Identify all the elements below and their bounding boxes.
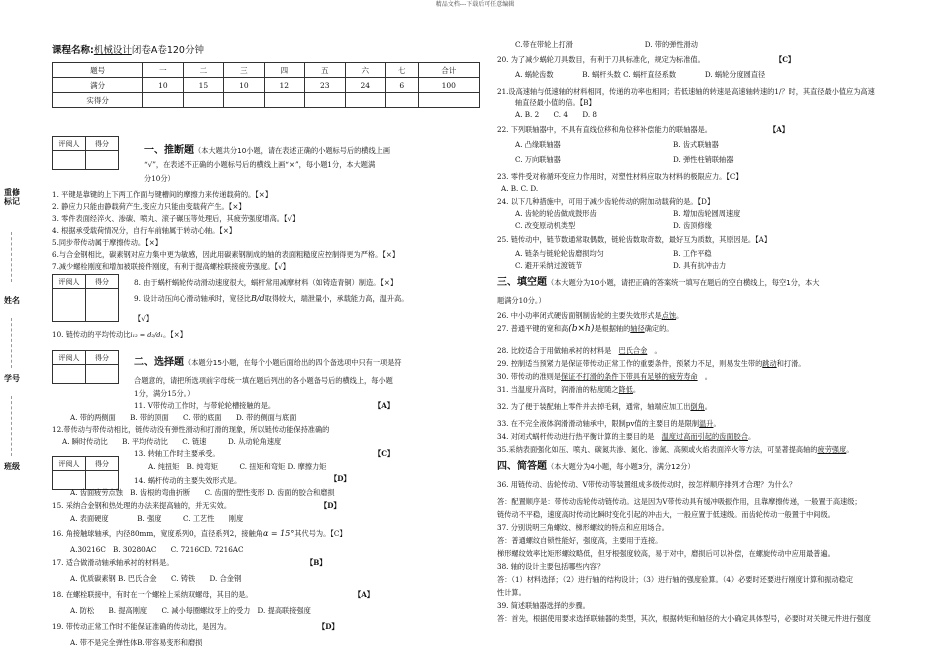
side-label-student-id: 学号 [4, 374, 20, 383]
question-item: 23. 零件受对称循环变应力作用时，对塑性材料应取为材料的极限应力。【C】 [497, 172, 743, 181]
question-answer: 【D】 [330, 474, 351, 483]
question-options: A. 防松 B. 提高刚度 C. 减小每圈螺纹牙上的受力 D. 提高联接强度 [70, 606, 311, 615]
grader-box: 评阅人 得分 [52, 456, 119, 490]
question-item: 11. V带传动工作时，与带轮轮槽接触的是。 [134, 401, 276, 410]
question-item: 32. 为了便于装配轴上零件并去掉毛刺，通常，轴端应加工出倒角。 [497, 402, 712, 411]
question-item: 10. 链传动的平均传动比i₁₂ = d₂/d₁。【×】 [52, 330, 187, 339]
score-table [52, 62, 480, 108]
question-item: 20. 为了减少蜗轮刀具数目，有利于刀具标准化，规定为标准值。 [497, 55, 705, 64]
question-options: A. B. 2 C. 4 D. 8 [515, 110, 597, 119]
table-row: 满分 10 15 10 12 23 24 6 100 [53, 78, 480, 93]
question-option: C. 避开采纳过渡链节 [515, 261, 583, 270]
question-item: 21.设高速轴与低速轴的材料相同，传递的功率也相同；若低速轴的转速是高速轴转速的1/？时，其直径最小值应为高速 [497, 87, 875, 96]
question-item: 28. 比较适合于用做轴承衬的材料是 巴氏合金 。 [497, 346, 662, 355]
course-title: 课程名称:机械设计闭卷A卷120分钟 [52, 45, 204, 56]
question-option: D. 具有抗冲击力 [673, 261, 727, 270]
answer-text: 链传动不平稳，速度高时传动比瞬时变化引起的冲击大，一般应置于低速级。而齿轮传动一般置于中间级。 [497, 510, 835, 519]
question-item: 33. 在不完全液体润滑滑动轴承中，限制pv值的主要目的是限制温升。 [497, 419, 721, 428]
question-item: 39. 简述联轴器选择的步骤。 [497, 601, 590, 610]
question-answer: 【C】 [775, 55, 796, 64]
question-item: 12.带传动与带传动相比，链传动没有弹性滑动和打滑的现象，所以链传动能保持准确的 [52, 425, 330, 434]
question-options: A.30216C B. 30280AC C. 7216CD. 7216AC [70, 545, 244, 554]
question-item: 26. 中小功率闭式硬齿面钢制齿轮的主要失效形式是点蚀。 [497, 311, 684, 320]
question-item: 24. 以下几种措施中，可用于减少齿轮传动的附加动载荷的是。【D】 [497, 197, 715, 206]
question-item: 34. 对闭式蜗杆传动进行热平衡计算的主要目的是 温度过高而引起的齿面胶合。 [497, 432, 756, 441]
question-item: 31. 当温度升高时，润滑油的粘度随之降低。 [497, 385, 641, 394]
question-item: 30. 带传动的准则是保证不打滑的条件下带具有足够的疲劳寿命 。 [497, 372, 712, 381]
grader-box: 评阅人 得分 [52, 350, 119, 384]
question-options: A. 蜗轮齿数 B. 蜗杆头数 C. 蜗杆直径系数 D. 蜗轮分度圆直径 [515, 70, 766, 79]
question-answer: 【D】 [320, 501, 341, 510]
section-1-heading: 一、推断题（本大题共分10小题，请在表述正确的小题标号后的横线上画 [144, 145, 391, 156]
question-item: 27. 普通平键的宽和高(b×h)是根据轴的轴径确定的。 [497, 324, 674, 334]
side-dashed-line [11, 396, 12, 456]
question-options: A. 纯扭矩 B. 纯弯矩 C. 扭矩和弯矩 D. 摩擦力矩 [148, 462, 327, 471]
section-1-intro: “√”，在表述不正确的小题标号后的横线上画“×”，每小题1分，本大题满 [144, 160, 376, 169]
side-label-name: 姓名 [4, 296, 20, 305]
question-item: 25. 链传动中，链节数通常取偶数，链轮齿数取奇数，最好互为质数，其原因是。【A】 [497, 235, 772, 244]
question-answer: 【A】 [374, 401, 394, 410]
question-answer: 【B】 [306, 558, 327, 567]
question-item: 1. 平键是靠键的上下两工作面与键槽间的摩擦力来传递载荷的。【×】 [52, 190, 273, 199]
question-option: B. 工作平稳 [673, 249, 712, 258]
question-answer: 【A】 [354, 590, 374, 599]
question-option: A. 齿轮的轮齿做成鼓形齿 [515, 209, 597, 218]
answer-text: 答：（1）材料选择；（2）进行轴的结构设计；（3）进行轴的强度验算。（4）必要时还要进行刚度计算和振动稳定 [497, 575, 854, 584]
question-options: A. 齿面疲劳点蚀 B. 齿根的弯曲折断 C. 齿面的塑性变形 D. 齿面的胶合和磨损 [70, 488, 335, 497]
question-option: B. 齿式联轴器 [673, 140, 719, 149]
question-item: 3. 零件表面经淬火、渗碳、喷丸、滚子碾压等处理后，其疲劳强度增高。【√】 [52, 214, 300, 223]
watermark: 精品文档---下载后可任意编辑 [435, 1, 515, 8]
question-item: 7.减少螺栓刚度和增加被联接件刚度，有利于提高螺栓联接疲劳强度。【√】 [52, 262, 290, 271]
answer-text: 答：普通螺纹自锁性能好，强度高，主要用于连接。 [497, 536, 663, 545]
section-1-intro: 分10分） [144, 174, 175, 183]
question-item: 35.采纳表面强化如压、喷丸、碳氮共渗、氮化、渗氮、高频或火焰表面淬火等方法，可显著提高轴的疲劳强度。 [497, 445, 854, 454]
question-option: B. 增加齿轮圆周速度 [673, 209, 741, 218]
question-item: 37. 分别说明三角螺纹、梯形螺纹的特点和应用场合。 [497, 523, 669, 532]
question-option: D. 弹性柱销联轴器 [673, 155, 734, 164]
answer-text: 答：首先，根据使用要求选择联轴器的类型，其次，根据转矩和轴径的大小确定具体型号，必要时对关键元件进行强度 [497, 614, 871, 623]
grader-box: 评阅人 得分 [52, 136, 119, 170]
section-2-heading: 二、选择题（本题分15小题，在每个小题后面给出的四个备选项中只有一项是符 [134, 357, 402, 368]
question-options: A. 瞬时传动比 B. 平均传动比 C. 链速 D. 从动轮角速度 [62, 437, 282, 446]
question-item: 13. 转轴工作时主要承受。 [134, 449, 220, 458]
question-item: 9. 设计动压向心滑动轴承时，宽径比B/d取得较大，端泄量小，承载能力高，温升高。 [134, 294, 409, 303]
question-answer: 【√】 [134, 314, 153, 323]
question-item: 6.与合金钢相比，碳素钢对应力集中更为敏感，因此用碳素钢制成的轴的表面粗糙度应控制得更为严格。【×】 [52, 250, 400, 259]
question-option: D. 齿顶修缘 [673, 221, 712, 230]
question-item: 14. 蜗杆传动的主要失效形式是。 [134, 476, 242, 485]
question-options: A. 带的两侧面 B. 带的顶面 C. 带的底面 D. 带的侧面与底面 [70, 413, 297, 422]
question-item: 38. 轴的设计主要包括哪些内容？ [497, 562, 605, 571]
side-dashed-line [11, 318, 12, 368]
question-options: A. 表面硬度 B. 强度 C. 工艺性 刚度 [70, 514, 244, 523]
section-3-intro: 题满分10分。） [497, 296, 546, 305]
question-item: 5.同步带传动属于摩擦传动。【×】 [52, 238, 162, 247]
section-3-heading: 三、填空题（本大题分为10小题，请把正确的答案统一填写在题后的空白横线上，每空1分，本大 [497, 277, 820, 288]
question-option: C. 改变原动机类型 [515, 221, 576, 230]
question-item: 17. 适合做滑动轴承轴承衬的材料是。 [52, 558, 174, 567]
grader-box: 评阅人 得分 [52, 274, 119, 322]
question-item: 36. 用链传动、齿轮传动、V带传动等装置组成多级传动时，按怎样顺序排列才合理？为什么？ [497, 480, 797, 489]
question-item: 29. 控制适当预紧力是保证带传动正常工作的重要条件，预紧力不足，则易发生带的跳动和打滑。 [497, 359, 806, 368]
question-item: 22. 下列联轴器中，不具有直线位移和角位移补偿能力的联轴器是。 [497, 125, 712, 134]
side-label-chongxiu: 重修标记 [4, 188, 20, 206]
side-dashed-line [11, 232, 12, 282]
question-answer: 【A】 [769, 125, 789, 134]
question-item: 18. 在螺栓联接中，有时在一个螺栓上采纳双螺母，其目的是。 [52, 590, 253, 599]
question-options: A. B. C. D. [501, 184, 539, 193]
question-option: A. 凸缘联轴器 [515, 140, 561, 149]
question-answer: 【C】 [374, 449, 395, 458]
section-2-intro: 合题意的，请把所选项前字母统一填在题后列出的各小题备号后的横线上，每小题 [134, 376, 393, 385]
answer-text: 答：配置顺序是：带传动齿轮传动链传动。这是因为V带传动具有缓冲吸振作用，且靠摩擦传递，一般置于高速级； [497, 497, 862, 506]
answer-text: 梯形螺纹效率比矩形螺纹略低，但牙根强度较高，易于对中，磨损后可以补偿，在螺旋传动中应用最普遍。 [497, 549, 835, 558]
question-item: 轴直径最小值的倍。【B】 [515, 98, 596, 107]
question-option: C. 万向联轴器 [515, 155, 561, 164]
question-option: A. 链条与链轮轮齿磨损均匀 [515, 249, 604, 258]
table-row: 题号 一 二 三 四 五 六 七 合计 [53, 63, 480, 78]
question-options: C.带在带轮上打滑 D. 带的弹性滑动 [515, 40, 698, 49]
answer-text: 性计算。 [497, 588, 526, 597]
question-item: 4. 根据承受载荷情况分，自行车前轴属于转动心轴。【×】 [52, 226, 237, 235]
section-4-heading: 四、简答题（本大题分为4小题，每小题3分，满分12分） [497, 461, 695, 472]
question-item: 2. 静应力只能由静载荷产生,变应力只能由变载荷产生。【×】 [52, 202, 246, 211]
side-label-class: 班级 [4, 462, 20, 471]
section-2-intro: 1分，满分15分。） [134, 389, 195, 398]
question-options: A. 带不是完全弹性体B.带容易变形和磨损 [70, 638, 203, 647]
question-item: 15. 采纳合金钢和热处理的办法来提高轴的，并无实效。 [52, 501, 232, 510]
question-answer: 【D】 [318, 622, 339, 631]
question-item: 19. 带传动正常工作时不能保证准确的传动比，是因为。 [52, 622, 232, 631]
question-item: 8. 由于蜗杆蜗轮传动滑动速度很大，蜗杆常用减摩材料（如铸造青铜）制造。【×】 [134, 278, 398, 287]
question-item: 16. 角接触球轴承，内径80mm，宽度系列0，直径系列2，接触角α = 15°其代号为。【C】 [52, 529, 347, 538]
table-row: 实得分 [53, 93, 480, 108]
question-options: A. 优质碳素钢 B. 巴氏合金 C. 铸铁 D. 合金钢 [70, 574, 242, 583]
